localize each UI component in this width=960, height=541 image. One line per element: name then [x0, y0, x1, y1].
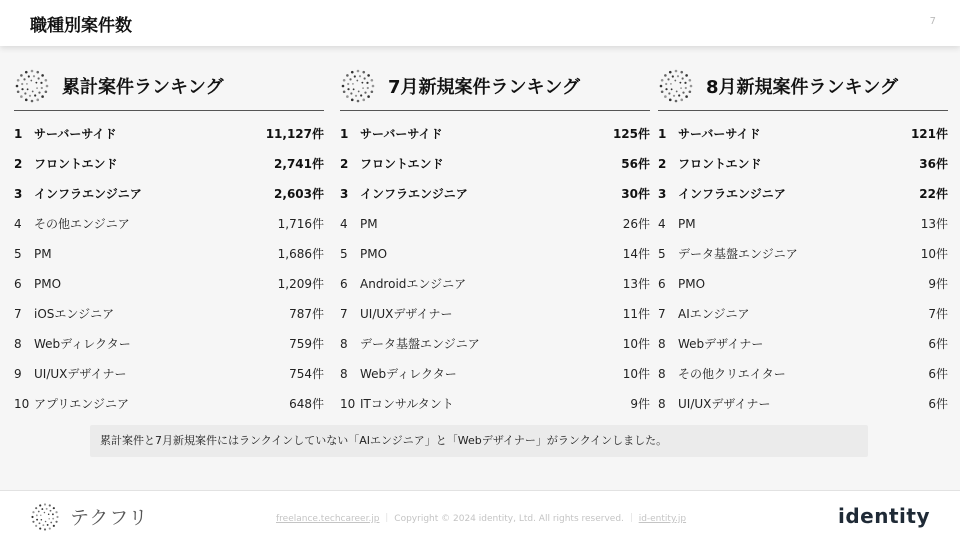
- job-count: 9件: [928, 277, 948, 291]
- job-category: AIエンジニア: [678, 307, 750, 321]
- job-count: 56件: [621, 157, 650, 171]
- job-category: UI/UXデザイナー: [34, 367, 127, 381]
- job-category: フロントエンド: [360, 157, 444, 171]
- separator: ｜: [382, 514, 392, 524]
- job-count: 11,127件: [265, 127, 324, 141]
- summary-note: 累計案件と7月新規案件にはランクインしていない「AIエンジニア」と「Webデザイナー」がランクインしました。: [90, 425, 868, 457]
- job-count: 787件: [289, 307, 324, 321]
- ranking-row: [340, 389, 650, 419]
- copyright-line: [276, 511, 686, 524]
- ranking-row: [14, 119, 324, 149]
- job-count: 10件: [920, 247, 948, 261]
- ranking-list: [658, 119, 948, 419]
- rank-number: 10: [14, 397, 30, 411]
- job-count: 9件: [630, 397, 650, 411]
- ranking-row: [340, 359, 650, 389]
- rank-number: 1: [658, 127, 667, 141]
- job-category: PMO: [34, 277, 62, 291]
- rank-number: 6: [340, 277, 348, 291]
- rank-number: 8: [340, 337, 348, 351]
- ranking-row: [340, 149, 650, 179]
- rank-number: 8: [658, 397, 666, 411]
- job-count: 26件: [622, 217, 650, 231]
- ranking-row: [658, 209, 948, 239]
- ranking-row: [14, 149, 324, 179]
- ranking-row: [340, 329, 650, 359]
- job-count: 11件: [622, 307, 650, 321]
- ranking-row: [658, 269, 948, 299]
- job-category: Androidエンジニア: [360, 277, 467, 291]
- job-category: PMO: [360, 247, 388, 261]
- job-count: 30件: [621, 187, 650, 201]
- ranking-column-august: [658, 64, 948, 419]
- job-category: Webデザイナー: [678, 337, 764, 351]
- job-count: 648件: [289, 397, 324, 411]
- job-category: データ基盤エンジニア: [360, 337, 480, 351]
- page-number: 7: [929, 16, 936, 27]
- job-count: 6件: [928, 367, 948, 381]
- site-link[interactable]: freelance.techcareer.jp: [276, 514, 380, 524]
- rank-number: 9: [14, 367, 22, 381]
- job-category: フロントエンド: [34, 157, 118, 171]
- job-category: PM: [360, 217, 378, 231]
- ranking-row: [14, 389, 324, 419]
- rank-number: 2: [658, 157, 667, 171]
- job-count: 125件: [612, 127, 650, 141]
- job-count: 10件: [622, 337, 650, 351]
- rank-number: 1: [14, 127, 23, 141]
- job-category: インフラエンジニア: [678, 187, 786, 201]
- ranking-row: [658, 359, 948, 389]
- ranking-column-header: [340, 64, 650, 111]
- rank-number: 1: [340, 127, 349, 141]
- job-category: ITコンサルタント: [360, 397, 454, 411]
- job-count: 6件: [928, 397, 948, 411]
- job-count: 121件: [910, 127, 948, 141]
- rank-number: 7: [340, 307, 348, 321]
- job-category: PM: [678, 217, 696, 231]
- rank-number: 6: [658, 277, 666, 291]
- job-count: 6件: [928, 337, 948, 351]
- rank-number: 3: [658, 187, 667, 201]
- job-count: 13件: [622, 277, 650, 291]
- ranking-row: [658, 389, 948, 419]
- ranking-row: [340, 179, 650, 209]
- ranking-row: [14, 299, 324, 329]
- page-title: 職種別案件数: [30, 16, 132, 36]
- ranking-list: [14, 119, 324, 419]
- job-category: アプリエンジニア: [34, 397, 129, 411]
- rank-number: 5: [340, 247, 348, 261]
- brand-name: テクフリ: [70, 507, 149, 529]
- ranking-title: 7月新規案件ランキング: [388, 77, 580, 98]
- dotted-circle-icon: [14, 68, 50, 104]
- rank-number: 10: [340, 397, 356, 411]
- ranking-row: [14, 239, 324, 269]
- ranking-row: [14, 269, 324, 299]
- job-count: 14件: [622, 247, 650, 261]
- ranking-row: [14, 209, 324, 239]
- copyright-text: Copyright © 2024 identity, Ltd. All rights reserved.: [394, 514, 624, 524]
- ranking-column-july: [340, 64, 650, 419]
- job-count: 754件: [289, 367, 324, 381]
- dotted-circle-icon: [658, 68, 694, 104]
- ranking-title: 累計案件ランキング: [62, 77, 224, 98]
- job-count: 7件: [928, 307, 948, 321]
- ranking-column-header: [658, 64, 948, 111]
- job-category: その他エンジニア: [34, 217, 130, 231]
- rank-number: 5: [14, 247, 22, 261]
- rank-number: 8: [658, 337, 666, 351]
- ranking-row: [340, 239, 650, 269]
- ranking-row: [658, 329, 948, 359]
- ranking-list: [340, 119, 650, 419]
- job-category: データ基盤エンジニア: [678, 247, 798, 261]
- job-count: 1,716件: [277, 217, 324, 231]
- ranking-row: [14, 329, 324, 359]
- rank-number: 4: [658, 217, 666, 231]
- rank-number: 7: [658, 307, 666, 321]
- job-category: PMO: [678, 277, 706, 291]
- ranking-row: [658, 149, 948, 179]
- job-category: フロントエンド: [678, 157, 762, 171]
- ranking-row: [340, 269, 650, 299]
- job-category: iOSエンジニア: [34, 307, 115, 321]
- job-count: 36件: [919, 157, 948, 171]
- ranking-title: 8月新規案件ランキング: [706, 77, 898, 98]
- ranking-row: [658, 239, 948, 269]
- job-category: サーバーサイド: [360, 127, 443, 141]
- rank-number: 2: [14, 157, 23, 171]
- job-count: 2,741件: [274, 157, 324, 171]
- rank-number: 3: [14, 187, 23, 201]
- separator: ｜: [626, 514, 636, 524]
- dotted-circle-icon: [30, 502, 60, 532]
- ranking-row: [658, 119, 948, 149]
- job-category: サーバーサイド: [678, 127, 761, 141]
- identity-logo: identity: [838, 504, 930, 528]
- job-category: UI/UXデザイナー: [678, 397, 771, 411]
- rank-number: 8: [340, 367, 348, 381]
- job-category: インフラエンジニア: [360, 187, 468, 201]
- rank-number: 8: [658, 367, 666, 381]
- job-count: 1,209件: [277, 277, 324, 291]
- ranking-column-cumulative: [14, 64, 324, 419]
- ranking-row: [658, 299, 948, 329]
- job-category: その他クリエイター: [678, 367, 786, 381]
- ranking-row: [14, 179, 324, 209]
- rank-number: 3: [340, 187, 349, 201]
- rank-number: 4: [340, 217, 348, 231]
- job-count: 2,603件: [274, 187, 324, 201]
- ranking-column-header: [14, 64, 324, 111]
- job-category: サーバーサイド: [34, 127, 117, 141]
- job-count: 1,686件: [277, 247, 324, 261]
- ranking-row: [340, 209, 650, 239]
- rank-number: 7: [14, 307, 22, 321]
- rank-number: 4: [14, 217, 22, 231]
- dotted-circle-icon: [340, 68, 376, 104]
- job-category: インフラエンジニア: [34, 187, 142, 201]
- slide-footer: [0, 490, 960, 541]
- corp-link[interactable]: id-entity.jp: [638, 514, 687, 524]
- rank-number: 8: [14, 337, 22, 351]
- rank-number: 5: [658, 247, 666, 261]
- job-count: 22件: [919, 187, 948, 201]
- rank-number: 6: [14, 277, 22, 291]
- job-count: 13件: [920, 217, 948, 231]
- ranking-row: [340, 299, 650, 329]
- job-count: 10件: [622, 367, 650, 381]
- job-category: UI/UXデザイナー: [360, 307, 453, 321]
- job-category: Webディレクター: [360, 367, 457, 381]
- job-count: 759件: [289, 337, 324, 351]
- job-category: PM: [34, 247, 52, 261]
- ranking-row: [14, 359, 324, 389]
- rank-number: 2: [340, 157, 349, 171]
- job-category: Webディレクター: [34, 337, 131, 351]
- ranking-row: [658, 179, 948, 209]
- ranking-row: [340, 119, 650, 149]
- slide-header: [0, 0, 960, 46]
